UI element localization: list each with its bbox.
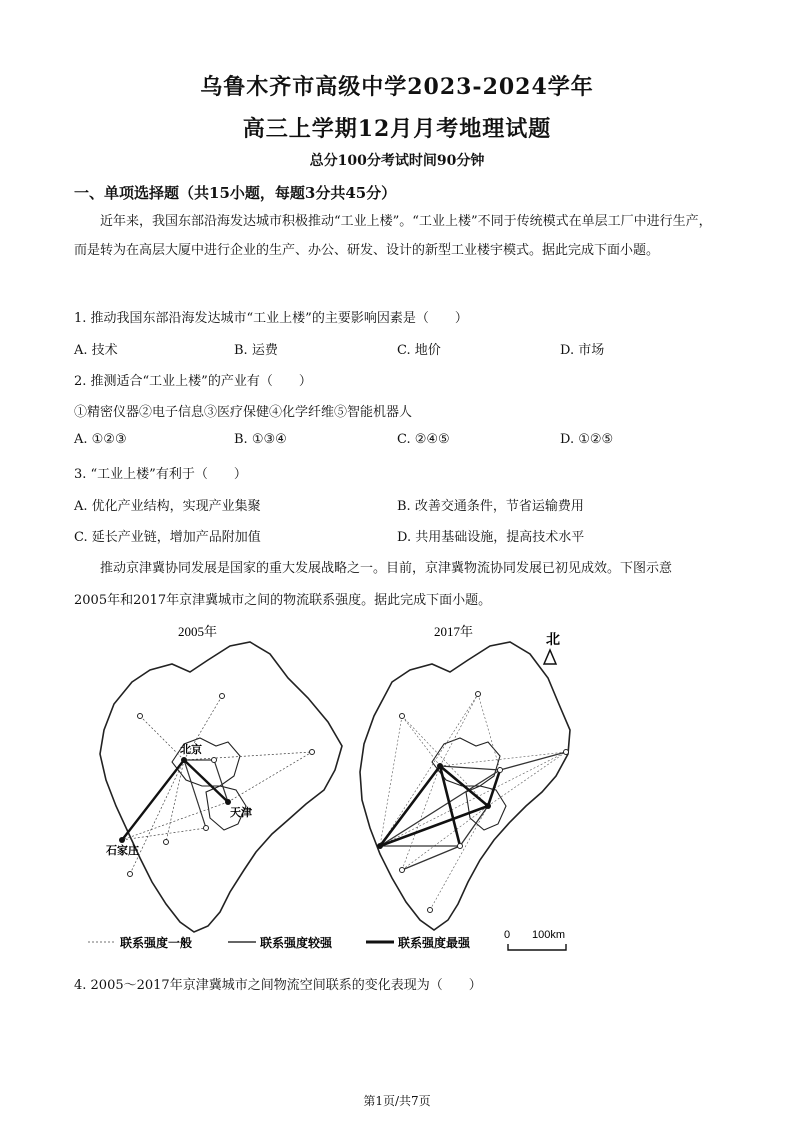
legend-medium-label: 联系强度较强 <box>260 936 333 950</box>
scale-bar-line <box>508 944 566 950</box>
intro2-line1: 推动京津冀协同发展是国家的重大发展战略之一。目前，京津冀物流协同发展已初见成效。下图示意 <box>100 561 673 576</box>
q3-option-a: A. 优化产业结构，实现产业集聚 <box>74 499 261 514</box>
north-arrow-icon <box>544 650 556 664</box>
map-2005-year: 2005年 <box>178 624 218 639</box>
q1-option-b: B. 运费 <box>234 343 278 358</box>
map-legend <box>88 935 471 950</box>
question-4-stem: 4. 2005～2017年京津冀城市之间物流空间联系的变化表现为（ ） <box>74 978 482 993</box>
map-scale-bar <box>504 929 566 950</box>
page-footer: 第1页/共7页 <box>363 1094 431 1108</box>
question-1-stem: 1. 推动我国东部沿海发达城市“工业上楼”的主要影响因素是（ ） <box>74 311 468 326</box>
exam-title-line1: 乌鲁木齐市高级中学2023-2024学年 <box>200 74 594 100</box>
legend-strong-label: 联系强度最强 <box>398 936 471 950</box>
map-2017-shijiazhuang-node <box>377 843 383 849</box>
map-2005-weak-links <box>122 696 312 874</box>
question-3-stem: 3. “工业上楼”有利于（ ） <box>74 467 247 482</box>
legend-weak-label: 联系强度一般 <box>120 936 193 950</box>
map-2005-beijing-label: 北京 <box>180 744 202 756</box>
q2-option-a: A. ①②③ <box>74 432 127 447</box>
map-2005 <box>100 624 342 932</box>
logistics-map-figure <box>80 620 720 960</box>
q2-option-d: D. ①②⑤ <box>560 432 614 447</box>
north-arrow-label: 北 <box>546 631 560 647</box>
exam-subtitle: 总分100分考试时间90分钟 <box>309 153 485 169</box>
map-2017-beijing-node <box>437 763 443 769</box>
q1-option-d: D. 市场 <box>560 343 605 358</box>
map-2005-tianjin-label: 天津 <box>230 807 252 819</box>
scale-zero-label: 0 <box>504 929 511 941</box>
section-heading: 一、单项选择题（共15小题，每题3分共45分） <box>74 184 397 202</box>
map-2005-beijing-node <box>181 757 187 763</box>
map-2005-shijiazhuang-node <box>119 837 125 843</box>
exam-title-line2: 高三上学期12月月考地理试题 <box>242 116 552 142</box>
map-2005-shijiazhuang-label: 石家庄 <box>106 845 139 857</box>
q3-option-d: D. 共用基础设施，提高技术水平 <box>397 530 585 545</box>
q1-option-c: C. 地价 <box>397 343 441 358</box>
question-2-items: ①精密仪器②电子信息③医疗保健④化学纤维⑤智能机器人 <box>74 405 413 420</box>
q2-option-c: C. ②④⑤ <box>397 432 450 447</box>
intro-paragraph: 近年来，我国东部沿海发达城市积极推动“工业上楼”。“工业上楼”不同于传统模式在单层工厂中进行生产，而是转为在高层大厦中进行企业的生产、办公、研发、设计的新型工业楼宇模式。据此完成下面小题。 <box>74 214 712 258</box>
q2-option-b: B. ①③④ <box>234 432 287 447</box>
map-2005-tianjin-node <box>225 799 231 805</box>
map-2017-weak-links <box>380 694 566 910</box>
map-2017 <box>360 624 570 930</box>
question-2-stem: 2. 推测适合“工业上楼”的产业有（ ） <box>74 374 312 389</box>
map-2005-region-outline <box>100 642 342 932</box>
q1-option-a: A. 技术 <box>74 343 118 358</box>
intro2-line2: 2005年和2017年京津冀城市之间的物流联系强度。据此完成下面小题。 <box>74 593 492 608</box>
scale-distance-label: 100km <box>532 929 566 941</box>
q3-option-c: C. 延长产业链，增加产品附加值 <box>74 530 261 545</box>
map-2017-year: 2017年 <box>434 624 474 639</box>
map-2017-tianjin-node <box>485 803 491 809</box>
q3-option-b: B. 改善交通条件，节省运输费用 <box>397 499 584 514</box>
